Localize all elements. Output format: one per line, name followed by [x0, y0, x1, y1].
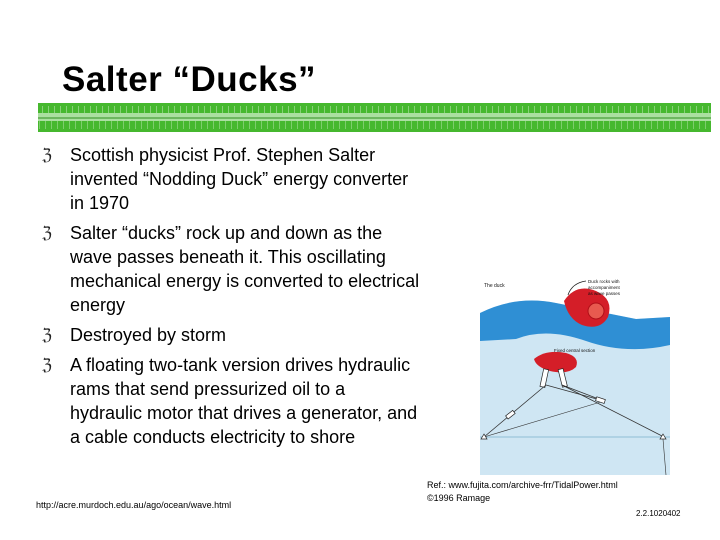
figure-label-duck: The duck — [484, 283, 505, 289]
bullet-item — [42, 221, 422, 317]
bullet-text: A floating two-tank version drives hydraulic rams that send pressurized oil to a hydraulic motor that drives a generator, and a cable conducts electricity to shore — [70, 355, 418, 447]
bullet-text: Salter “ducks” rock up and down as the wave passes beneath it. This oscillating mechanical energy is converted to electrical energy — [70, 223, 420, 315]
bullet-item — [42, 323, 422, 347]
salter-duck-diagram — [476, 273, 670, 475]
bullet-text: Scottish physicist Prof. Stephen Salter invented “Nodding Duck” energy converter in 1970 — [70, 145, 409, 213]
bullet-item — [42, 143, 422, 215]
slide-number: 2.2.1020402 — [636, 509, 681, 518]
slide-title: Salter “Ducks” — [62, 60, 317, 99]
copyright-text: ©1996 Ramage — [427, 493, 491, 503]
reference-block — [427, 479, 618, 505]
figure-label-section: Fixed central section — [554, 348, 596, 353]
z-bullet-icon: ℨ — [42, 145, 52, 164]
z-bullet-icon: ℨ — [42, 325, 52, 344]
bullet-text: Destroyed by storm — [70, 325, 227, 345]
bullet-item — [42, 353, 422, 449]
title-underline-bar — [38, 103, 711, 132]
bullet-list — [42, 143, 422, 455]
figure-label-rocks-2: accompaniment — [588, 285, 620, 290]
z-bullet-icon: ℨ — [42, 355, 52, 374]
figure-label-rocks-3: as wave passes — [588, 291, 621, 296]
z-bullet-icon: ℨ — [42, 223, 52, 242]
source-url: http://acre.murdoch.edu.au/ago/ocean/wave.html — [36, 500, 232, 510]
figure-label-rocks: Duck rocks with — [588, 279, 620, 284]
reference-url: Ref.: www.fujita.com/archive-frr/TidalPower.html — [427, 480, 618, 490]
